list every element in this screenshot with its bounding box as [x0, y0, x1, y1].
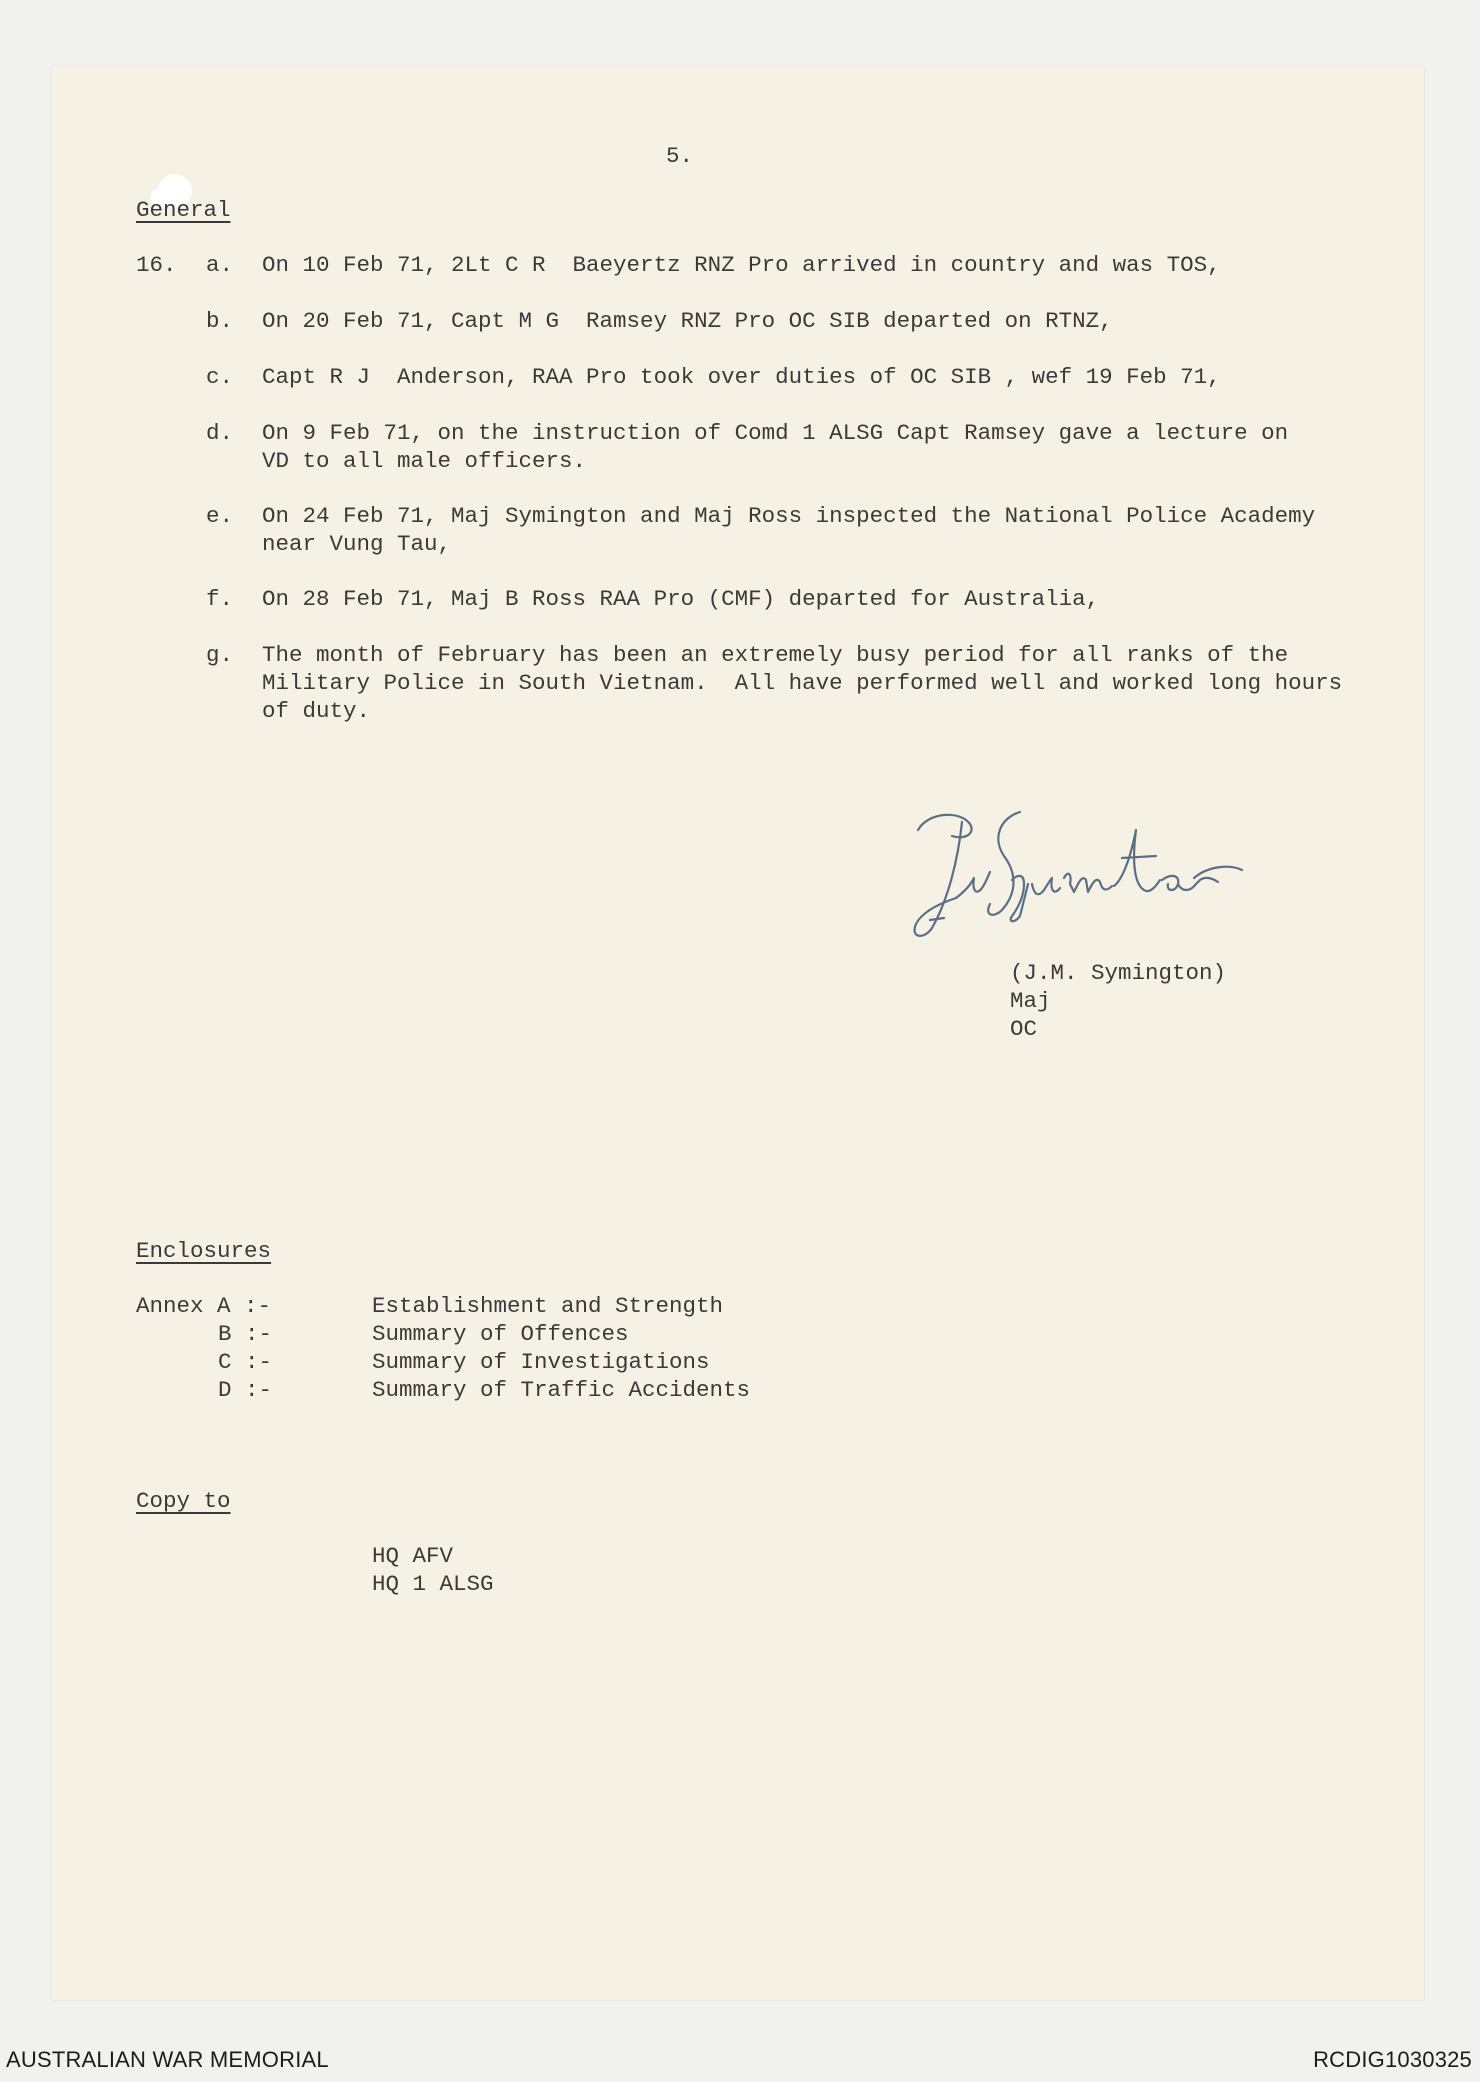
item-letter: b. — [206, 308, 234, 334]
item-text-line: Capt R J Anderson, RAA Pro took over duties of OC SIB , wef 19 Feb 71, — [262, 364, 1221, 390]
item-text-line: On 24 Feb 71, Maj Symington and Maj Ross inspected the National Police Academy — [262, 503, 1316, 529]
footer-archive-name: AUSTRALIAN WAR MEMORIAL — [6, 2047, 329, 2072]
item-text-line: VD to all male officers. — [262, 448, 587, 474]
item-text-line: of duty. — [262, 698, 371, 724]
item-text-line: On 20 Feb 71, Capt M G Ramsey RNZ Pro OC SIB departed on RTNZ, — [262, 308, 1113, 334]
handwritten-signature — [900, 800, 1270, 950]
enclosure-text: Establishment and Strength — [372, 1293, 724, 1319]
item-text-line: On 9 Feb 71, on the instruction of Comd 1 ALSG Capt Ramsey gave a lecture on — [262, 420, 1289, 446]
footer-item-id: RCDIG1030325 — [1313, 2047, 1472, 2072]
enclosure-text: Summary of Offences — [372, 1321, 629, 1347]
page-number: 5. — [666, 143, 694, 169]
item-text-line: near Vung Tau, — [262, 531, 452, 557]
enclosure-label: C :- — [218, 1349, 273, 1375]
signatory-rank: Maj — [1010, 988, 1051, 1014]
copy-recipient: HQ AFV — [372, 1543, 454, 1569]
enclosure-text: Summary of Investigations — [372, 1349, 710, 1375]
enclosure-label: B :- — [218, 1321, 273, 1347]
copy-to-heading: Copy to — [136, 1488, 231, 1514]
item-letter: e. — [206, 503, 234, 529]
signatory-name: (J.M. Symington) — [1010, 960, 1227, 986]
document-page — [52, 66, 1424, 2000]
enclosure-text: Summary of Traffic Accidents — [372, 1377, 751, 1403]
item-letter: c. — [206, 364, 234, 390]
item-text-line: On 10 Feb 71, 2Lt C R Baeyertz RNZ Pro arrived in country and was TOS, — [262, 252, 1221, 278]
item-letter: a. — [206, 252, 234, 278]
item-letter: g. — [206, 642, 234, 668]
item-letter: f. — [206, 586, 234, 612]
signatory-appointment: OC — [1010, 1016, 1038, 1042]
enclosures-heading: Enclosures — [136, 1238, 272, 1264]
copy-recipient: HQ 1 ALSG — [372, 1571, 494, 1597]
item-letter: d. — [206, 420, 234, 446]
paragraph-number: 16. — [136, 252, 177, 278]
enclosure-label: D :- — [218, 1377, 273, 1403]
item-text-line: The month of February has been an extremely busy period for all ranks of the — [262, 642, 1289, 668]
item-text-line: On 28 Feb 71, Maj B Ross RAA Pro (CMF) departed for Australia, — [262, 586, 1100, 612]
enclosure-label: Annex A :- — [136, 1293, 272, 1319]
section-heading: General — [136, 197, 231, 223]
item-text-line: Military Police in South Vietnam. All have performed well and worked long hours — [262, 670, 1343, 696]
